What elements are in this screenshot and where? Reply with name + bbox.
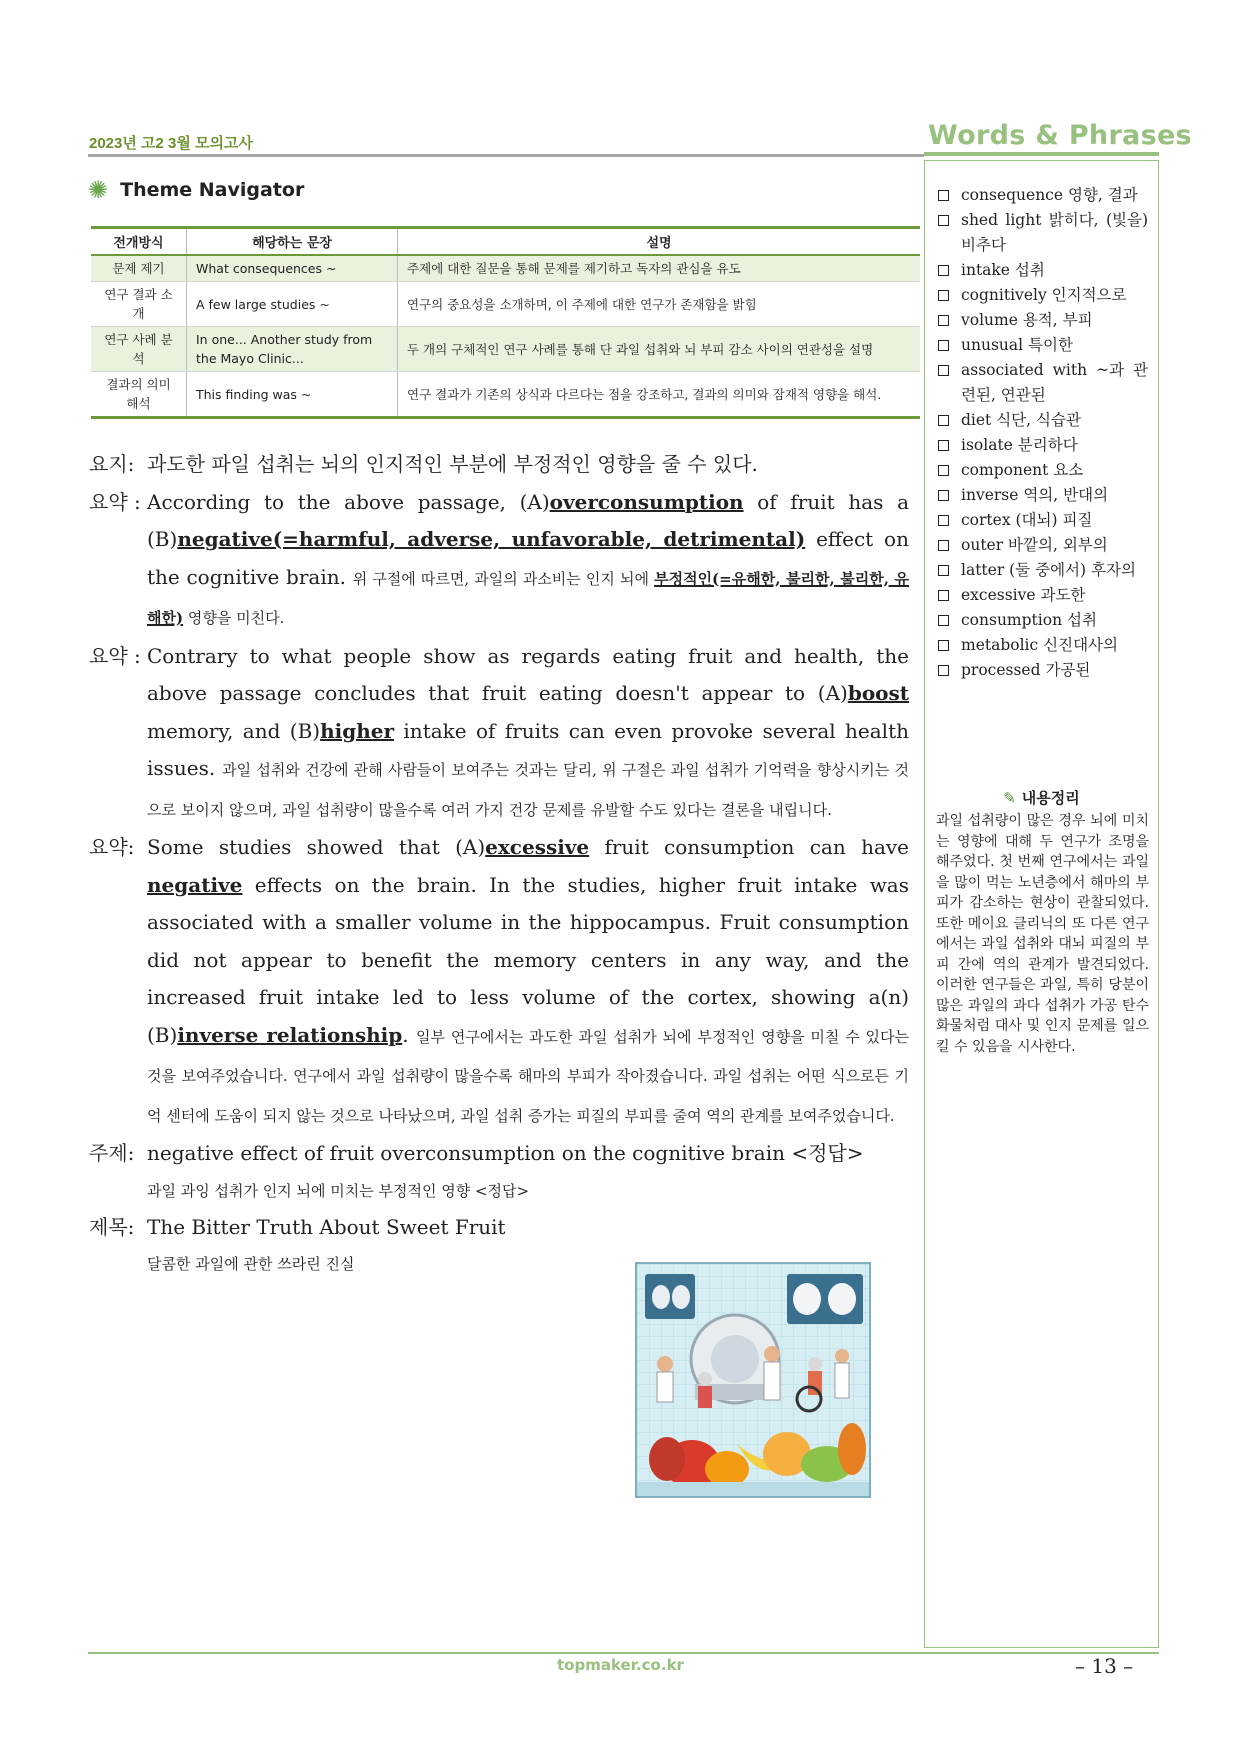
summary-row-1 bbox=[89, 484, 909, 638]
answer-b: inverse relationship bbox=[177, 1022, 403, 1047]
gist-text: 과도한 파일 섭취는 뇌의 인지적인 부분에 부정적인 영향을 줄 수 있다. bbox=[147, 452, 758, 476]
answer-a: excessive bbox=[485, 835, 590, 859]
vocab-item bbox=[938, 433, 1148, 458]
checkbox-icon bbox=[938, 565, 949, 576]
summary-label: 요약 : bbox=[89, 489, 141, 514]
desc-cell: 주제에 대한 질문을 통해 문제를 제기하고 독자의 관심을 유도 bbox=[398, 255, 921, 282]
gear-icon: ✺ bbox=[88, 176, 109, 204]
checkbox-icon bbox=[938, 665, 949, 676]
answer-negative: negative bbox=[147, 872, 243, 897]
summary-segment: According to the above passage, (A) bbox=[147, 489, 550, 514]
summary-label: 요약 : bbox=[89, 643, 141, 668]
vocab-item bbox=[938, 608, 1148, 633]
topic-korean: 과일 과잉 섭취가 인지 뇌에 미치는 부정적인 영향 <정답> bbox=[147, 1181, 530, 1200]
illustration-svg bbox=[637, 1264, 869, 1496]
vocab-text: outer 바깥의, 외부의 bbox=[961, 536, 1108, 554]
vocab-text: consumption 섭취 bbox=[961, 611, 1097, 629]
vocab-text: unusual 특이한 bbox=[961, 336, 1073, 354]
method-cell: 연구 결과 소개 bbox=[91, 282, 187, 327]
vocab-item bbox=[938, 408, 1148, 433]
checkbox-icon bbox=[938, 215, 949, 226]
vocab-text: cognitively 인지적으로 bbox=[961, 286, 1127, 304]
vocab-item bbox=[938, 258, 1148, 283]
desc-cell: 연구 결과가 기존의 상식과 다르다는 점을 강조하고, 결과의 의미와 잠재적 영향을 해석. bbox=[398, 372, 921, 418]
checkbox-icon bbox=[938, 315, 949, 326]
vocab-item bbox=[938, 358, 1148, 408]
summary-segment: Some studies showed that (A) bbox=[147, 835, 486, 859]
summary-segment: intake of fruits can even provoke several health issues. bbox=[147, 718, 909, 780]
table-row bbox=[91, 372, 920, 418]
table-row bbox=[91, 327, 920, 372]
vocab-text: isolate 분리하다 bbox=[961, 436, 1078, 454]
answer-b: higher bbox=[320, 718, 395, 743]
vocab-item bbox=[938, 658, 1148, 683]
vocab-text: component 요소 bbox=[961, 461, 1084, 479]
summary-text bbox=[147, 638, 909, 830]
summary-box-title: 내용정리 bbox=[1021, 789, 1080, 807]
vocab-item bbox=[938, 208, 1148, 258]
topic-label: 주제: bbox=[89, 1141, 135, 1165]
title-text: The Bitter Truth About Sweet Fruit bbox=[147, 1214, 506, 1239]
vocab-text: intake 섭취 bbox=[961, 261, 1045, 279]
desc-cell: 두 개의 구체적인 연구 사례를 통해 단 과일 섭취와 뇌 부피 감소 사이의 연관성을 설명 bbox=[398, 327, 921, 372]
vocab-text: inverse 역의, 반대의 bbox=[961, 486, 1109, 504]
vocab-item bbox=[938, 183, 1148, 208]
checkbox-icon bbox=[938, 465, 949, 476]
summary-korean: 과일 섭취와 건강에 관해 사람들이 보여주는 것과는 달리, 위 구절은 과일 섭취가 기억력을 향상시키는 것으로 보이지 않으며, 과일 섭취량이 많을수록 여러 가지 건강 문제를 유발할 수도 있다는 결론을 내립니다. bbox=[147, 761, 909, 819]
vocab-text: latter (둘 중에서) 후자의 bbox=[961, 561, 1136, 579]
theme-navigator-heading bbox=[88, 178, 304, 202]
summary-segment: . bbox=[402, 1022, 417, 1047]
summary-korean: 일부 연구에서는 과도한 과일 섭취가 뇌에 부정적인 영향을 미칠 수 있다는 것을 보여주었습니다. 연구에서 과일 섭취량이 많을수록 해마의 부피가 작아졌습니다. 과일 섭취는 어떤 식으로든 기억 센터에 도움이 되지 않는 것으로 나타났으며, 과일 섭취 증가는 피질의 부피를 줄여 역의 관계를 보여주었습니다. bbox=[147, 1027, 910, 1125]
gist-label: 요지: bbox=[89, 452, 135, 476]
gist-row bbox=[89, 446, 909, 484]
checkbox-icon bbox=[938, 615, 949, 626]
checkbox-icon bbox=[938, 190, 949, 201]
checkbox-icon bbox=[938, 490, 949, 501]
theme-navigator-title: Theme Navigator bbox=[120, 179, 305, 201]
vocab-item bbox=[938, 283, 1148, 308]
summary-segment: memory, and (B) bbox=[147, 718, 321, 743]
sentence-cell: This finding was ~ bbox=[187, 372, 398, 418]
page-number: – 13 – bbox=[1075, 1654, 1134, 1678]
checkbox-icon bbox=[938, 440, 949, 451]
sentence-cell: In one... Another study from the Mayo Clinic... bbox=[187, 327, 398, 372]
checkbox-icon bbox=[938, 365, 949, 376]
title-korean: 달콤한 과일에 관한 쓰라린 진실 bbox=[147, 1255, 355, 1273]
vocab-text: metabolic 신진대사의 bbox=[961, 636, 1118, 654]
vocab-text: excessive 과도한 bbox=[961, 586, 1086, 604]
footer-site: topmaker.co.kr bbox=[557, 1656, 684, 1674]
footer-rule bbox=[88, 1652, 1159, 1654]
vocab-item bbox=[938, 333, 1148, 358]
summary-box-text: 과일 섭취량이 많은 경우 뇌에 미치는 영향에 대해 두 연구가 조명을 해주었다. 첫 번째 연구에서는 과일을 많이 먹는 노년층에서 해마의 부피가 감소하는 현상이 관찰되었다. 또한 메이요 클리닉의 또 다른 연구에서는 과일 섭취와 대뇌 피질의 부피 간에 역의 관계가 발견되었다. 이러한 연구들은 과일, 특히 당분이 많은 과일의 과다 섭취가 가공 탄수화물처럼 대사 및 인지 문제를 일으킬 수 있음을 시사한다. bbox=[936, 813, 1149, 1055]
method-cell: 결과의 의미 해석 bbox=[91, 372, 187, 418]
vocab-text: associated with ~과 관련된, 연관된 bbox=[961, 361, 1148, 404]
vocab-item bbox=[938, 583, 1148, 608]
summary-segment: effects on the brain. In the studies, higher fruit intake was associated with a smaller volume in the hippocampus. Fruit consumption did not appear to benefit the memory centers in any way, and the increased fruit intake led to less volume of the cortex, showing a(n) (B) bbox=[147, 872, 909, 1047]
topic-text: negative effect of fruit overconsumption on the cognitive brain <정답> bbox=[147, 1141, 864, 1165]
words-phrases-title: Words & Phrases bbox=[928, 120, 1192, 151]
vocab-text: processed 가공된 bbox=[961, 661, 1091, 679]
summary-segment: Contrary to what people show as regards eating fruit and health, the above passage concludes that fruit eating doesn't appear to (A) bbox=[147, 643, 909, 705]
checkbox-icon bbox=[938, 265, 949, 276]
checkbox-icon bbox=[938, 290, 949, 301]
checkbox-icon bbox=[938, 515, 949, 526]
method-cell: 문제 제기 bbox=[91, 255, 187, 282]
vocab-sidebar bbox=[924, 160, 1159, 1648]
table-row bbox=[91, 255, 920, 282]
summary-text bbox=[147, 484, 909, 638]
summary-segment: of fruit has a (B) bbox=[147, 489, 909, 551]
summary-box-heading bbox=[925, 787, 1158, 808]
topic-row bbox=[89, 1135, 909, 1173]
vocab-text: consequence 영향, 결과 bbox=[961, 186, 1138, 204]
vocab-item bbox=[938, 508, 1148, 533]
column-header: 해당하는 문장 bbox=[187, 228, 398, 256]
summary-label: 요약: bbox=[89, 835, 135, 859]
vocab-item bbox=[938, 633, 1148, 658]
checkbox-icon bbox=[938, 590, 949, 601]
sentence-cell: A few large studies ~ bbox=[187, 282, 398, 327]
vocab-list bbox=[925, 161, 1158, 683]
summary-text bbox=[147, 829, 909, 1135]
answer-b: negative(=harmful, adverse, unfavorable, detrimental) bbox=[177, 527, 806, 551]
korean-segment: 영향을 미친다. bbox=[183, 609, 285, 627]
header-rule-accent bbox=[924, 152, 1159, 156]
vocab-item bbox=[938, 533, 1148, 558]
summary-segment: effect on the cognitive brain. bbox=[147, 527, 909, 589]
theme-table bbox=[91, 226, 920, 419]
desc-cell: 연구의 중요성을 소개하며, 이 주제에 대한 연구가 존재함을 밝힘 bbox=[398, 282, 921, 327]
vocab-item bbox=[938, 458, 1148, 483]
checkbox-icon bbox=[938, 340, 949, 351]
table-row bbox=[91, 282, 920, 327]
checkbox-icon bbox=[938, 540, 949, 551]
method-cell: 연구 사례 분석 bbox=[91, 327, 187, 372]
vocab-item bbox=[938, 558, 1148, 583]
summary-row-3 bbox=[89, 829, 909, 1135]
answer-a: boost bbox=[847, 681, 909, 705]
summary-segment: fruit consumption can have bbox=[589, 835, 910, 859]
title-label: 제목: bbox=[89, 1214, 135, 1239]
answer-a: overconsumption bbox=[549, 489, 744, 514]
vocab-text: volume 용적, 부피 bbox=[961, 311, 1093, 329]
vocab-item bbox=[938, 483, 1148, 508]
brain-fruit-illustration bbox=[635, 1262, 871, 1498]
korean-answer: 부정적인(=유해한, 불리한, 불리한, 유해한) bbox=[147, 569, 909, 627]
vocab-text: cortex (대뇌) 피질 bbox=[961, 511, 1093, 529]
vocab-item bbox=[938, 308, 1148, 333]
header-rule bbox=[88, 154, 924, 157]
table-header-row bbox=[91, 228, 920, 256]
vocab-text: shed light 밝히다, (빛을) 비추다 bbox=[961, 211, 1148, 254]
checkbox-icon bbox=[938, 640, 949, 651]
sentence-cell: What consequences ~ bbox=[187, 255, 398, 282]
exam-title: 2023년 고2 3월 모의고사 bbox=[89, 135, 253, 152]
vocab-text: diet 식단, 식습관 bbox=[961, 411, 1081, 429]
pencil-leaf-icon: ✎ bbox=[1003, 789, 1016, 807]
title-row bbox=[89, 1209, 909, 1247]
checkbox-icon bbox=[938, 415, 949, 426]
column-header: 전개방식 bbox=[91, 228, 187, 256]
summary-row-2 bbox=[89, 638, 909, 830]
main-content bbox=[89, 446, 909, 1282]
korean-segment: 위 구절에 따르면, 과일의 과소비는 인지 뇌에 bbox=[352, 569, 655, 588]
column-header: 설명 bbox=[398, 228, 921, 256]
